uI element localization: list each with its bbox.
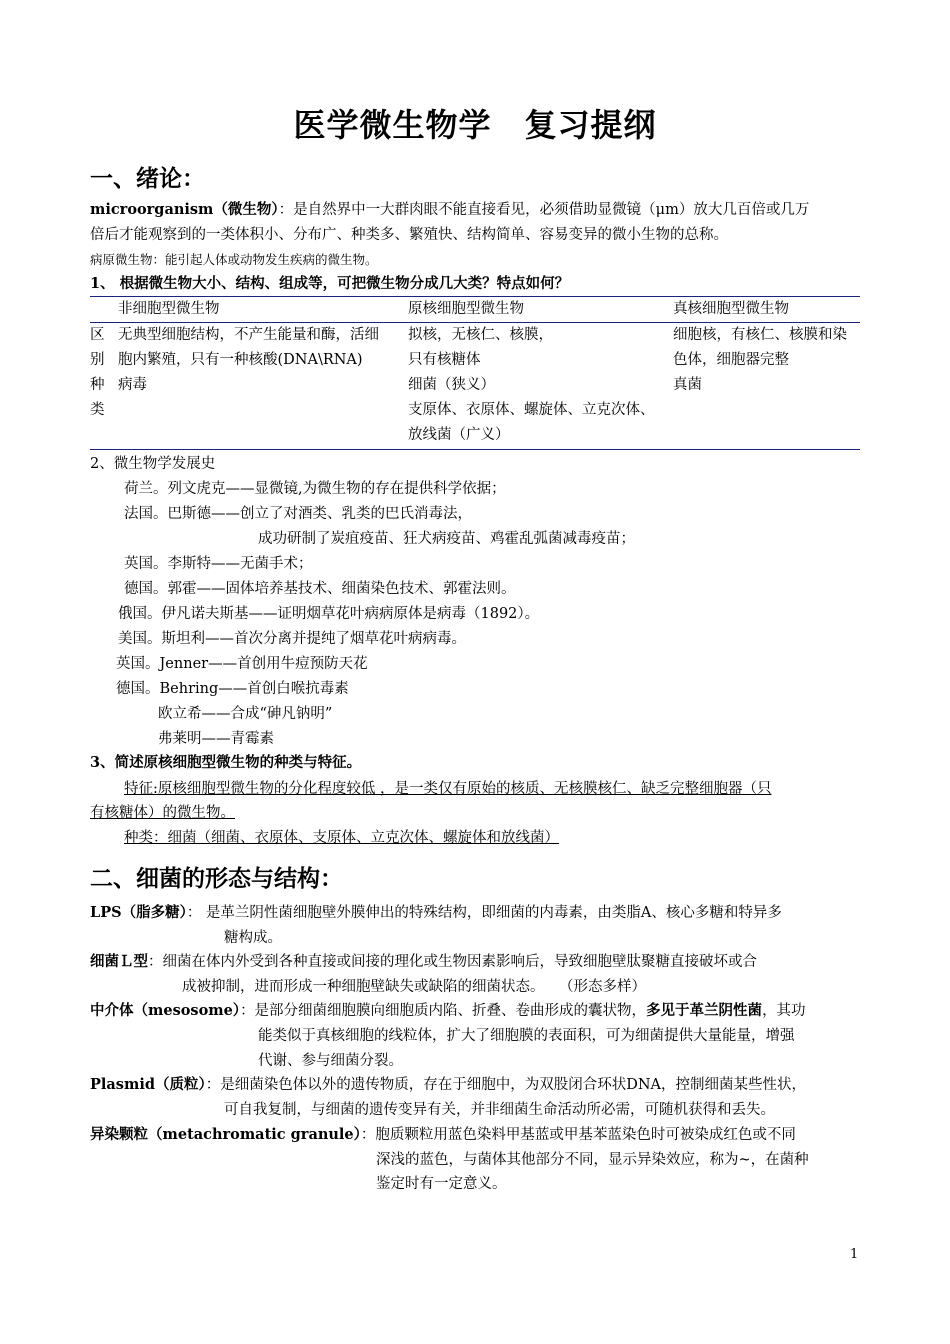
history-item: 德国。郭霍——固体培养基技术、细菌染色技术、郭霍法则。	[124, 581, 516, 597]
row-label-char: 区	[90, 327, 105, 343]
mesosome-text-1: ：是部分细菌细胞膜向细胞质内陷、折叠、卷曲形成的囊状物，	[240, 1003, 647, 1019]
definition-text-2: 倍后才能观察到的一类体积小、分布广、种类多、繁殖快、结构简单、容易变异的微小生物的总称。	[90, 227, 728, 243]
table-header-prokaryotic: 原核细胞型微生物	[408, 301, 524, 317]
cell-line: 拟核，无核仁、核膜，	[408, 327, 553, 343]
definition-lps	[90, 903, 782, 923]
cell-line: 细胞核，有核仁、核膜和染	[673, 327, 847, 343]
l-form-text-1: ：细菌在体内外受到各种直接或间接的理化或生物因素影响后，导致细胞壁肽聚糖直接破坏或合	[148, 954, 757, 970]
history-item: 法国。巴斯德——创立了对酒类、乳类的巴氏消毒法，	[124, 506, 472, 522]
cell-line: 细菌（狭义）	[408, 377, 495, 393]
history-item: 欧立希——合成“砷凡钠明”	[158, 706, 333, 722]
page-number: 1	[850, 1247, 859, 1262]
cell-line: 放线菌（广义）	[408, 427, 510, 443]
term-microorganism: microorganism（微生物）	[90, 201, 279, 218]
table-row-label	[90, 323, 105, 423]
prokaryote-features-1: 特征:原核细胞型微生物的分化程度较低 ，是一类仅有原始的核质、无核膜核仁、缺乏完整细胞器（只	[124, 781, 772, 797]
lps-text-2: 糖构成。	[224, 930, 282, 946]
history-item: 俄国。伊凡诺夫斯基——证明烟草花叶病病原体是病毒（1892）。	[118, 606, 540, 622]
definition-l-form	[90, 952, 757, 972]
plasmid-text-1: ：是细菌染色体以外的遗传物质，存在于细胞中，为双股闭合环状DNA，控制细菌某些性状，	[205, 1077, 806, 1093]
term-lps: LPS（脂多糖）	[90, 904, 187, 921]
table-cell-acellular	[118, 323, 379, 398]
document-title: 医学微生物学 复习提纲	[293, 106, 657, 144]
question-3: 3、简述原核细胞型微生物的种类与特征。	[90, 754, 362, 771]
history-item: 英国。Jenner——首创用牛痘预防天花	[116, 656, 368, 672]
cell-line: 真菌	[673, 377, 702, 393]
prokaryote-features-2: 有核糖体）的微生物。	[90, 805, 235, 821]
definition-metachromatic-granule	[90, 1125, 796, 1145]
metachromatic-text-1: ：胞质颗粒用蓝色染料甲基蓝或甲基苯蓝染色时可被染成红色或不同	[360, 1127, 796, 1143]
section-heading-bacteria: 二、细菌的形态与结构：	[90, 865, 343, 892]
mesosome-emphasis: 多见于革兰阴性菌	[646, 1002, 763, 1019]
cell-line: 病毒	[118, 377, 147, 393]
term-plasmid: Plasmid（质粒）	[90, 1076, 206, 1093]
plasmid-text-2: 可自我复制，与细菌的遗传变异有关，并非细菌生命活动所必需，可随机获得和丢失。	[224, 1102, 775, 1118]
term-l-form: 细菌Ｌ型	[90, 953, 148, 970]
definition-text-1: ：是自然界中一大群肉眼不能直接看见，必须借助显微镜（μm）放大几百倍或几万	[278, 202, 810, 218]
cell-line: 只有核糖体	[408, 352, 481, 368]
row-label-char: 类	[90, 402, 105, 418]
row-label-char: 别	[90, 352, 105, 368]
cell-line: 胞内繁殖，只有一种核酸(DNA\RNA)	[118, 352, 363, 368]
history-item: 英国。李斯特——无菌手术；	[124, 556, 313, 572]
section-heading-introduction: 一、绪论：	[90, 165, 205, 192]
mesosome-text-3: 代谢、参与细菌分裂。	[258, 1053, 403, 1069]
table-cell-eukaryotic	[673, 323, 847, 398]
table-header-eukaryotic: 真核细胞型微生物	[673, 301, 789, 317]
history-item: 荷兰。列文虎克——显微镜,为微生物的存在提供科学依据；	[124, 481, 506, 497]
metachromatic-text-2: 深浅的蓝色，与菌体其他部分不同，显示异染效应，称为~，在菌种	[376, 1152, 809, 1168]
definition-microorganism	[90, 200, 809, 220]
table-top-rule	[90, 296, 860, 297]
row-label-char: 种	[90, 377, 105, 393]
term-mesosome: 中介体（mesosome）	[90, 1002, 241, 1019]
table-header-acellular: 非细胞型微生物	[118, 301, 220, 317]
pathogen-note: 病原微生物：能引起人体或动物发生疾病的微生物。	[90, 252, 378, 267]
history-item: 弗莱明——青霉素	[158, 731, 274, 747]
mesosome-text-1c: ，其功	[762, 1003, 806, 1019]
question-2: 2、微生物学发展史	[90, 456, 216, 472]
metachromatic-text-3: 鉴定时有一定意义。	[376, 1176, 507, 1192]
cell-line: 支原体、衣原体、螺旋体、立克次体、	[408, 402, 655, 418]
prokaryote-kinds: 种类：细菌（细菌、衣原体、支原体、立克次体、螺旋体和放线菌）	[124, 830, 559, 846]
mesosome-text-2: 能类似于真核细胞的线粒体，扩大了细胞膜的表面积，可为细菌提供大量能量，增强	[258, 1028, 795, 1044]
table-bottom-rule	[90, 449, 860, 450]
cell-line: 色体，细胞器完整	[673, 352, 789, 368]
cell-line: 无典型细胞结构，不产生能量和酶，活细	[118, 327, 379, 343]
question-1: 1、 根据微生物大小、结构、组成等，可把微生物分成几大类？特点如何？	[90, 275, 570, 292]
history-item: 德国。Behring——首创白喉抗毒素	[116, 681, 349, 697]
history-item: 美国。斯坦利——首次分离并提纯了烟草花叶病病毒。	[118, 631, 466, 647]
definition-mesosome	[90, 1001, 806, 1021]
lps-text-1: ： 是革兰阴性菌细胞壁外膜伸出的特殊结构，即细菌的内毒素，由类脂A、核心多糖和特异多	[186, 905, 782, 921]
definition-plasmid	[90, 1075, 806, 1095]
table-cell-prokaryotic	[408, 323, 655, 448]
l-form-text-2: 成被抑制，进而形成一种细胞壁缺失或缺陷的细菌状态。 （形态多样）	[182, 979, 646, 995]
term-metachromatic-granule: 异染颗粒（metachromatic granule）	[90, 1126, 361, 1143]
history-item: 成功研制了炭疽疫苗、狂犬病疫苗、鸡霍乱弧菌减毒疫苗；	[258, 531, 635, 547]
